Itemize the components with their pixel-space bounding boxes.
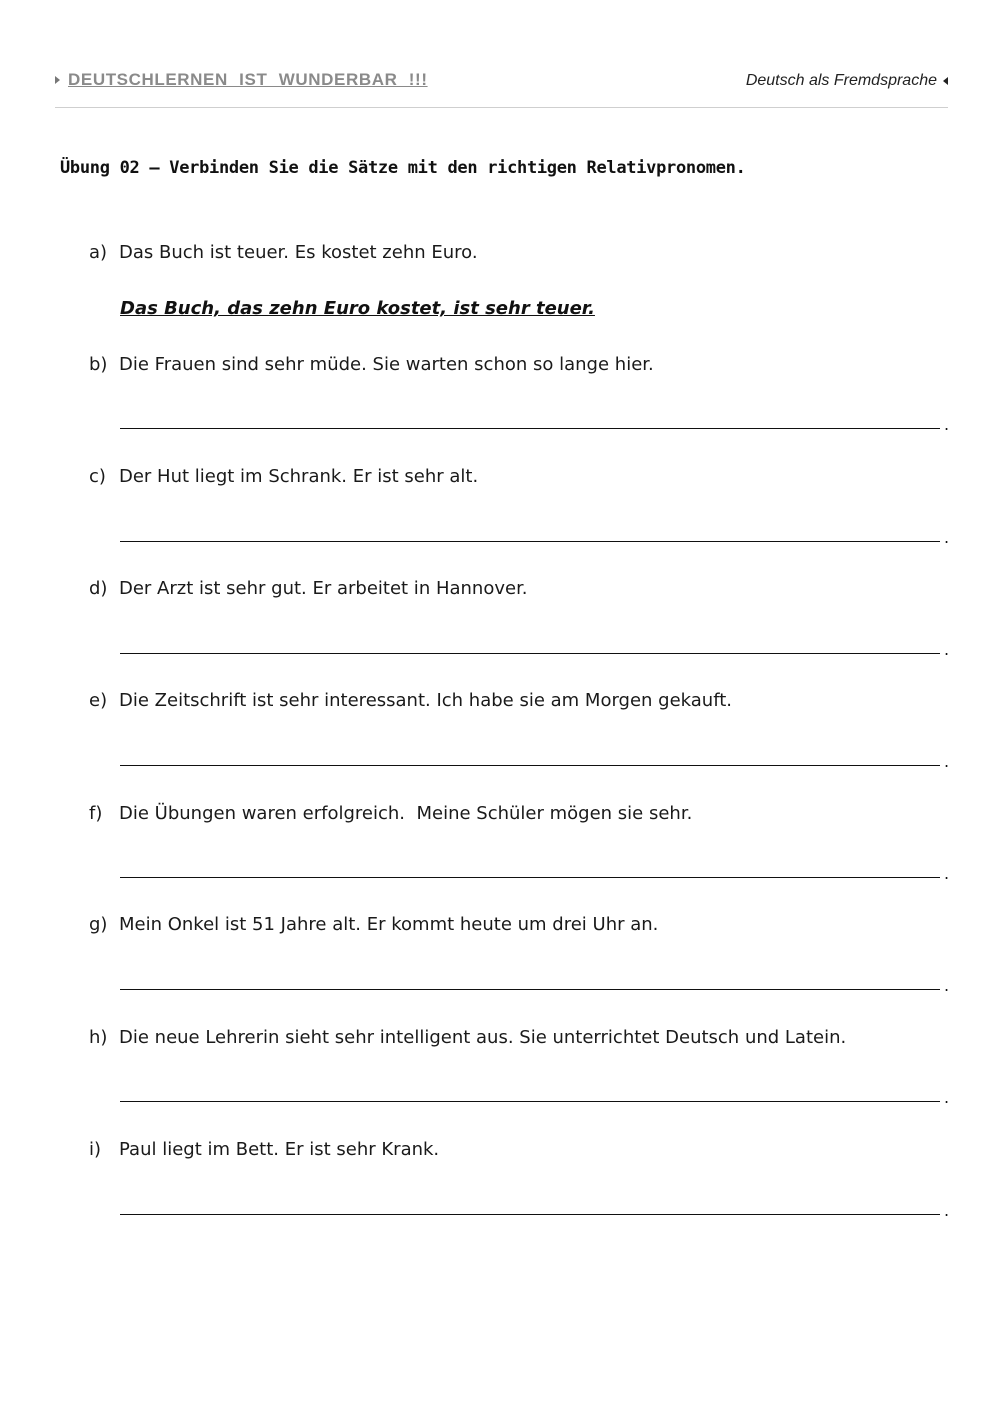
answer-line-b[interactable]: [120, 428, 940, 429]
item-text: Das Buch ist teuer. Es kostet zehn Euro.: [119, 242, 478, 263]
page-header: [55, 70, 948, 98]
item-text: Paul liegt im Bett. Er ist sehr Krank.: [119, 1139, 440, 1160]
item-label: i): [89, 1139, 102, 1160]
item-text: Die Frauen sind sehr müde. Sie warten schon so lange hier.: [119, 354, 654, 375]
answer-line-h[interactable]: [120, 1101, 940, 1102]
item-text: Die Übungen waren erfolgreich. Meine Schüler mögen sie sehr.: [119, 803, 693, 824]
period-i: .: [944, 1201, 950, 1220]
item-text: Der Arzt ist sehr gut. Er arbeitet in Hannover.: [119, 578, 528, 599]
answer-line-f[interactable]: [120, 877, 940, 878]
header-right: [746, 72, 948, 90]
exercise-item-c: [89, 466, 478, 487]
item-label: d): [89, 578, 108, 599]
item-label: a): [89, 242, 108, 263]
period-h: .: [944, 1088, 950, 1107]
item-text: Die Zeitschrift ist sehr interessant. Ich habe sie am Morgen gekauft.: [119, 690, 733, 711]
header-divider: [55, 107, 948, 108]
item-label: g): [89, 914, 108, 935]
item-text: Die neue Lehrerin sieht sehr intelligent aus. Sie unterrichtet Deutsch und Latein.: [119, 1027, 847, 1048]
item-text: Mein Onkel ist 51 Jahre alt. Er kommt heute um drei Uhr an.: [119, 914, 659, 935]
exercise-item-i: [89, 1139, 439, 1160]
exercise-item-e: [89, 690, 732, 711]
period-c: .: [944, 528, 950, 547]
item-label: f): [89, 803, 103, 824]
exercise-item-g: [89, 914, 658, 935]
period-d: .: [944, 640, 950, 659]
exercise-item-b: [89, 354, 654, 375]
item-label: c): [89, 466, 106, 487]
item-label: b): [89, 354, 108, 375]
example-answer: Das Buch, das zehn Euro kostet, ist sehr teuer.: [120, 298, 595, 319]
exercise-item-d: [89, 578, 528, 599]
period-e: .: [944, 752, 950, 771]
period-f: .: [944, 864, 950, 883]
answer-line-g[interactable]: [120, 989, 940, 990]
answer-line-i[interactable]: [120, 1214, 940, 1215]
triangle-left-icon: [943, 77, 948, 85]
item-label: h): [89, 1027, 108, 1048]
period-b: .: [944, 415, 950, 434]
answer-line-c[interactable]: [120, 541, 940, 542]
exercise-item-a: [89, 242, 478, 263]
answer-line-e[interactable]: [120, 765, 940, 766]
answer-line-d[interactable]: [120, 653, 940, 654]
exercise-item-f: [89, 803, 692, 824]
exercise-title: Übung 02 – Verbinden Sie die Sätze mit den richtigen Relativpronomen.: [60, 158, 746, 178]
header-subtitle: Deutsch als Fremdsprache: [745, 72, 937, 89]
item-text: Der Hut liegt im Schrank. Er ist sehr alt.: [119, 466, 479, 487]
header-title: DEUTSCHLERNEN IST WUNDERBAR !!!: [68, 70, 428, 89]
header-left: [55, 70, 428, 90]
triangle-right-icon: [55, 76, 60, 84]
period-g: .: [944, 976, 950, 995]
exercise-item-h: [89, 1027, 846, 1048]
item-label: e): [89, 690, 108, 711]
